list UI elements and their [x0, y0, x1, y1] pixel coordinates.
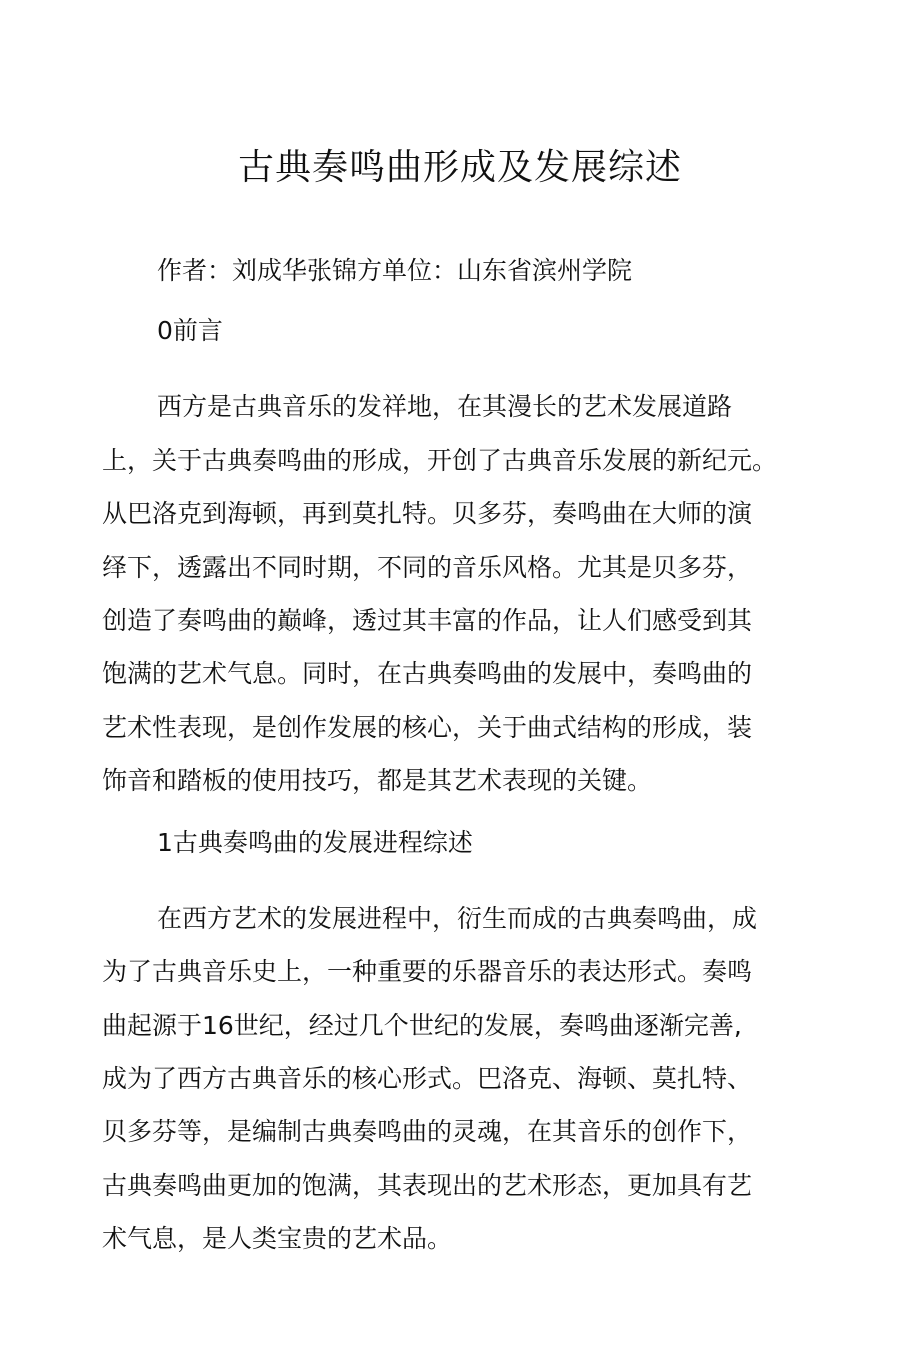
paragraph-line: 创造了奏鸣曲的巅峰，透过其丰富的作品，让人们感受到其	[102, 606, 753, 635]
page-title: 古典奏鸣曲形成及发展综述	[237, 147, 682, 188]
paragraph-line: 贝多芬等，是编制古典奏鸣曲的灵魂，在其音乐的创作下，	[102, 1117, 753, 1146]
paragraph-line: 成为了西方古典音乐的核心形式。巴洛克、海顿、莫扎特、	[102, 1064, 753, 1093]
author-line: 作者：刘成华张锦方单位：山东省滨州学院	[157, 256, 633, 285]
paragraph-line: 在西方艺术的发展进程中，衍生而成的古典奏鸣曲，成	[157, 904, 758, 933]
paragraph-line: 术气息，是人类宝贵的艺术品。	[102, 1224, 453, 1253]
paragraph-line: 艺术性表现，是创作发展的核心，关于曲式结构的形成，装	[102, 713, 753, 742]
paragraph-line: 古典奏鸣曲更加的饱满，其表现出的艺术形态，更加具有艺	[102, 1171, 753, 1200]
paragraph-line: 饰音和踏板的使用技巧，都是其艺术表现的关键。	[102, 766, 653, 795]
paragraph-line: 曲起源于16世纪，经过几个世纪的发展，奏鸣曲逐渐完善,	[102, 1011, 742, 1040]
paragraph-line: 饱满的艺术气息。同时，在古典奏鸣曲的发展中，奏鸣曲的	[102, 659, 753, 688]
paragraph-line: 绎下，透露出不同时期，不同的音乐风格。尤其是贝多芬，	[102, 553, 753, 582]
paragraph-line: 从巴洛克到海顿，再到莫扎特。贝多芬，奏鸣曲在大师的演	[102, 499, 753, 528]
paragraph-line: 西方是古典音乐的发祥地，在其漫长的艺术发展道路	[157, 392, 733, 421]
section-heading-development: 1古典奏鸣曲的发展进程综述	[157, 828, 473, 857]
paragraph-line: 为了古典音乐史上，一种重要的乐器音乐的表达形式。奏鸣	[102, 957, 753, 986]
section-heading-preface: 0前言	[157, 316, 223, 345]
paragraph-line: 上，关于古典奏鸣曲的形成，开创了古典音乐发展的新纪元。	[102, 446, 778, 475]
